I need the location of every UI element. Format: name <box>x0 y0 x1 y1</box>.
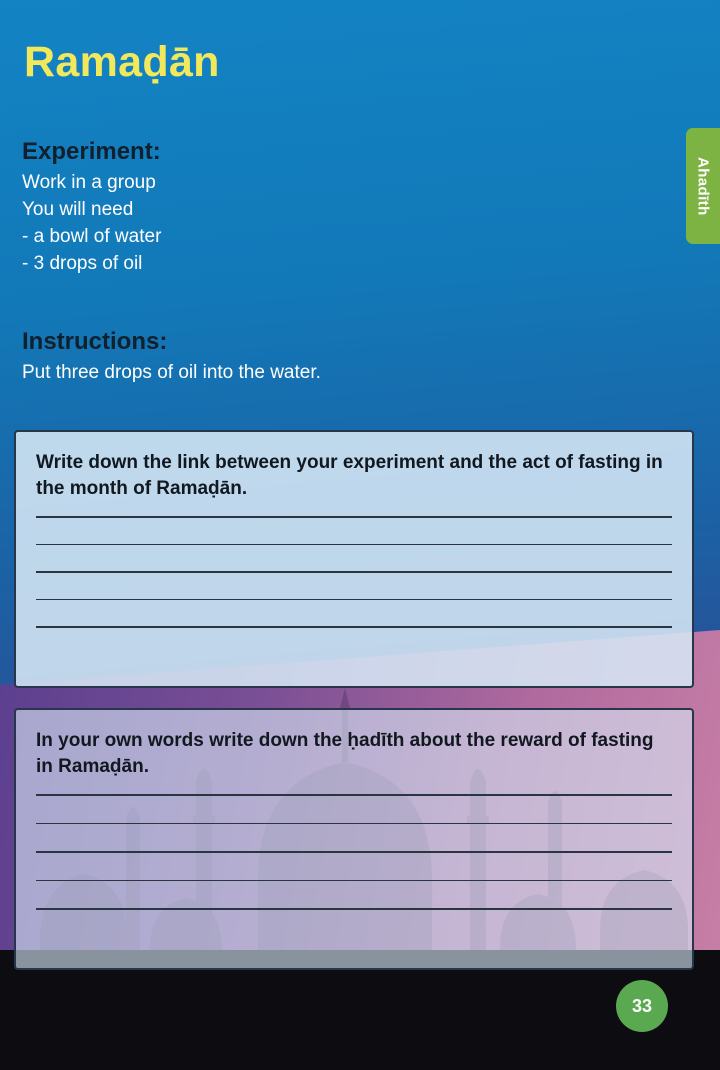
experiment-line-4: - 3 drops of oil <box>22 252 143 274</box>
writing-line[interactable] <box>36 516 672 518</box>
writing-line[interactable] <box>36 599 672 601</box>
instructions-line-1: Put three drops of oil into the water. <box>22 362 321 383</box>
writing-line[interactable] <box>36 880 672 882</box>
writing-line[interactable] <box>36 823 672 825</box>
writing-line[interactable] <box>36 571 672 573</box>
experiment-line-3: - a bowl of water <box>22 225 162 247</box>
instructions-heading: Instructions: <box>22 328 168 355</box>
writing-line[interactable] <box>36 794 672 796</box>
page-title: Ramaḍān <box>24 38 220 86</box>
experiment-line-2: You will need <box>22 198 134 220</box>
page-number-badge: 33 <box>616 980 668 1032</box>
answer-prompt: Write down the link between your experiment and the act of fasting in the month of Ramaḍān. <box>36 452 663 500</box>
experiment-heading: Experiment: <box>22 138 161 165</box>
writing-lines[interactable] <box>36 794 672 910</box>
instructions-section <box>22 328 321 387</box>
answer-box-experiment-link[interactable] <box>14 430 694 688</box>
experiment-section <box>22 138 161 278</box>
writing-line[interactable] <box>36 626 672 628</box>
section-tab-ahadith[interactable] <box>686 128 720 244</box>
writing-lines[interactable] <box>36 516 672 628</box>
writing-line[interactable] <box>36 908 672 910</box>
writing-line[interactable] <box>36 544 672 546</box>
writing-line[interactable] <box>36 851 672 853</box>
section-tab-label: Ahadīth <box>694 156 712 216</box>
answer-box-hadith[interactable] <box>14 708 694 970</box>
answer-prompt: In your own words write down the ḥadīth about the reward of fasting in Ramaḍān. <box>36 730 654 778</box>
experiment-line-1: Work in a group <box>22 172 156 193</box>
